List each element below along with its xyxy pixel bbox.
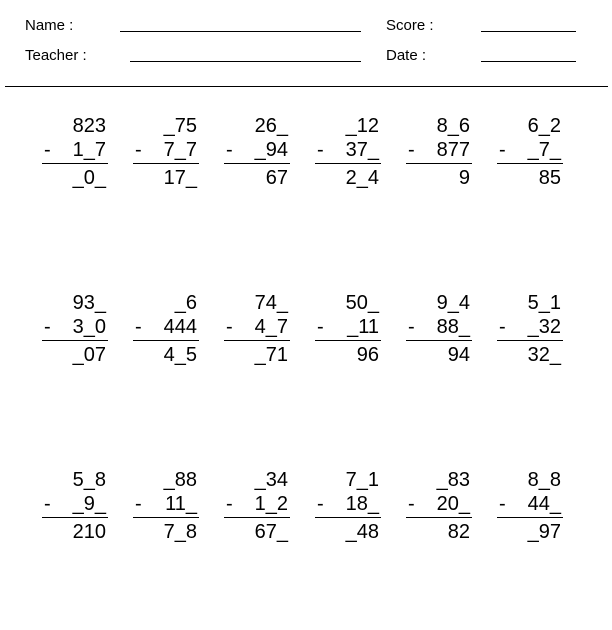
subtraction-problem [226, 468, 294, 548]
header-divider [5, 86, 608, 87]
subtraction-problem [44, 291, 112, 371]
subtrahend: 37_ [345, 139, 379, 161]
subtrahend: 11_ [165, 493, 197, 515]
difference: 2_4 [345, 167, 379, 189]
subtrahend: 1_7 [72, 139, 106, 161]
answer-rule [42, 517, 108, 518]
subtraction-problem [226, 291, 294, 371]
subtrahend: 3_0 [72, 316, 106, 338]
answer-rule [406, 517, 472, 518]
answer-rule [42, 340, 108, 341]
subtraction-problem [499, 291, 567, 371]
date-label: Date : [386, 47, 427, 64]
subtraction-problem [317, 114, 385, 194]
minus-sign: - [317, 139, 324, 161]
answer-rule [42, 163, 108, 164]
subtrahend: 44_ [527, 493, 561, 515]
answer-rule [133, 517, 199, 518]
subtrahend: _7_ [527, 139, 561, 161]
answer-rule [315, 517, 381, 518]
subtraction-problem [135, 114, 203, 194]
minuend: 6_2 [527, 115, 561, 137]
difference: 67_ [254, 521, 288, 543]
teacher-label: Teacher : [25, 47, 87, 64]
minus-sign: - [226, 316, 233, 338]
answer-rule [315, 340, 381, 341]
minuend: _12 [345, 115, 379, 137]
difference: 7_8 [163, 521, 197, 543]
minus-sign: - [499, 316, 506, 338]
minuend: _88 [163, 469, 197, 491]
subtraction-problem [44, 468, 112, 548]
answer-rule [315, 163, 381, 164]
minus-sign: - [226, 139, 233, 161]
subtrahend: 20_ [436, 493, 470, 515]
minuend: _83 [436, 469, 470, 491]
minuend: _75 [163, 115, 197, 137]
difference: 210 [72, 521, 106, 543]
score-label: Score : [386, 17, 434, 34]
difference: _0_ [72, 167, 106, 189]
minuend: 9_4 [436, 292, 470, 314]
subtrahend: 1_2 [254, 493, 288, 515]
answer-rule [224, 340, 290, 341]
name-label: Name : [25, 17, 74, 34]
minuend: 74_ [254, 292, 288, 314]
subtraction-problem [135, 291, 203, 371]
subtrahend: 7_7 [163, 139, 197, 161]
minuend: 5_1 [527, 292, 561, 314]
answer-rule [406, 163, 472, 164]
answer-rule [133, 163, 199, 164]
difference: 82 [447, 521, 470, 543]
difference: 9 [458, 167, 470, 189]
minus-sign: - [317, 316, 324, 338]
subtraction-problem [499, 468, 567, 548]
minus-sign: - [135, 493, 142, 515]
answer-rule [497, 340, 563, 341]
difference: _97 [527, 521, 561, 543]
difference: _48 [345, 521, 379, 543]
subtraction-problem [499, 114, 567, 194]
name-field[interactable] [120, 31, 361, 32]
subtrahend: _32 [527, 316, 561, 338]
answer-rule [497, 517, 563, 518]
answer-rule [406, 340, 472, 341]
minus-sign: - [408, 139, 415, 161]
minuend: 7_1 [345, 469, 379, 491]
minus-sign: - [226, 493, 233, 515]
difference: 17_ [163, 167, 197, 189]
minuend: 26_ [254, 115, 288, 137]
subtraction-problem [135, 468, 203, 548]
subtraction-problem [317, 291, 385, 371]
date-field[interactable] [481, 61, 576, 62]
subtrahend: 88_ [436, 316, 470, 338]
answer-rule [224, 163, 290, 164]
minus-sign: - [44, 139, 51, 161]
subtrahend: _11 [347, 316, 379, 338]
subtrahend: _9_ [72, 493, 106, 515]
minuend: 8_6 [436, 115, 470, 137]
minuend: _6 [174, 292, 197, 314]
subtraction-problem [408, 291, 476, 371]
difference: 32_ [527, 344, 561, 366]
subtraction-problem [408, 114, 476, 194]
difference: _07 [72, 344, 106, 366]
minus-sign: - [408, 316, 415, 338]
minus-sign: - [317, 493, 324, 515]
teacher-field[interactable] [130, 61, 361, 62]
subtrahend: _94 [254, 139, 288, 161]
subtrahend: 4_7 [254, 316, 288, 338]
minus-sign: - [499, 139, 506, 161]
answer-rule [133, 340, 199, 341]
minus-sign: - [135, 316, 142, 338]
subtraction-problem [408, 468, 476, 548]
subtraction-problem [226, 114, 294, 194]
minuend: 8_8 [527, 469, 561, 491]
minus-sign: - [408, 493, 415, 515]
difference: 96 [356, 344, 379, 366]
minuend: 50_ [345, 292, 379, 314]
difference: 85 [538, 167, 561, 189]
difference: _71 [254, 344, 288, 366]
minuend: 5_8 [72, 469, 106, 491]
difference: 4_5 [163, 344, 197, 366]
minus-sign: - [44, 493, 51, 515]
minuend: _34 [254, 469, 288, 491]
minus-sign: - [135, 139, 142, 161]
answer-rule [497, 163, 563, 164]
difference: 94 [447, 344, 470, 366]
minus-sign: - [499, 493, 506, 515]
answer-rule [224, 517, 290, 518]
subtrahend: 444 [163, 316, 197, 338]
subtraction-problem [317, 468, 385, 548]
subtrahend: 18_ [345, 493, 379, 515]
subtraction-problem [44, 114, 112, 194]
minuend: 93_ [72, 292, 106, 314]
subtrahend: 877 [436, 139, 470, 161]
minuend: 823 [72, 115, 106, 137]
score-field[interactable] [481, 31, 576, 32]
minus-sign: - [44, 316, 51, 338]
difference: 67 [265, 167, 288, 189]
